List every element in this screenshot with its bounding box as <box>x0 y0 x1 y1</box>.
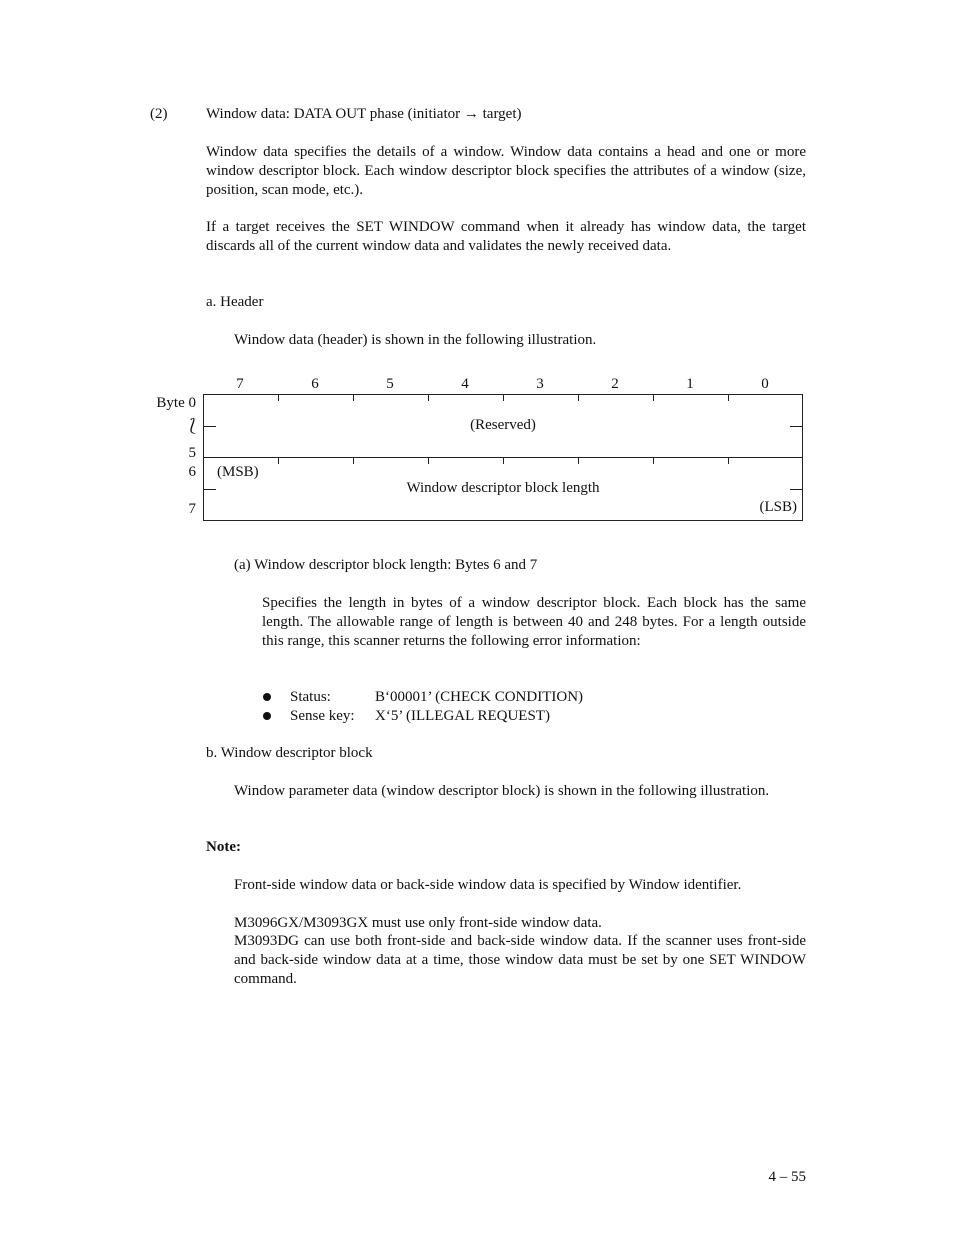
bullet-dot <box>263 693 271 701</box>
bit-label-5: 5 <box>386 376 394 392</box>
note-line-3: M3093DG can use both front-side and back-side window data. If the scanner uses front-side and back-side window data at a time, those window data must be set by one SET WINDOW command. <box>234 933 806 987</box>
bit-label-3: 3 <box>536 376 544 392</box>
byte-label-6: 6 <box>188 464 196 480</box>
byte-label-7: 7 <box>188 501 196 517</box>
block-length-description: Specifies the length in bytes of a window descriptor block. Each block has the same length. The allowable range of length is between 40 and 248 bytes. For a length outside this range, this scanner returns the following error information: <box>262 595 806 649</box>
header-subsection-title: a. Header <box>206 294 264 310</box>
note-heading: Note: <box>206 839 241 855</box>
bullet-sense-value: X‘5’ (ILLEGAL REQUEST) <box>375 708 550 724</box>
block-intro: Window parameter data (window descriptor block) is shown in the following illustration. <box>234 783 770 799</box>
page-number: 4 – 55 <box>768 1169 806 1185</box>
section-title: Window data: DATA OUT phase (initiator → target) <box>206 106 522 122</box>
bit-label-7: 7 <box>236 376 244 392</box>
note-line-1: Front-side window data or back-side window data is specified by Window identifier. <box>234 877 742 893</box>
paragraph-window-data: Window data specifies the details of a window. Window data contains a head and one or more window descriptor block. Each window descriptor block specifies the attributes of a window (size, position, scan mode, etc.). <box>206 144 806 198</box>
reserved-label: (Reserved) <box>470 417 536 433</box>
block-length-field <box>203 457 803 521</box>
msb-label: (MSB) <box>217 464 259 480</box>
block-length-subtitle: (a) Window descriptor block length: Bytes 6 and 7 <box>234 557 538 573</box>
block-subsection-title: b. Window descriptor block <box>206 745 373 761</box>
bit-label-2: 2 <box>611 376 619 392</box>
bit-label-0: 0 <box>761 376 769 392</box>
block-length-label: Window descriptor block length <box>406 480 600 496</box>
bit-label-6: 6 <box>311 376 319 392</box>
note-line-2: M3096GX/M3093GX must use only front-side window data. <box>234 915 602 931</box>
section-number: (2) <box>150 106 168 122</box>
header-intro: Window data (header) is shown in the following illustration. <box>234 332 597 348</box>
bullet-status-value: B‘00001’ (CHECK CONDITION) <box>375 689 584 705</box>
byte-label-5: 5 <box>188 445 196 461</box>
paragraph-set-window: If a target receives the SET WINDOW command when it already has window data, the target discards all of the current window data and validates the newly received data. <box>206 219 806 254</box>
byte-break-mark: ⟅ <box>189 416 196 435</box>
bullet-dot <box>263 712 271 720</box>
bullet-sense-key: Sense key: <box>290 708 355 724</box>
lsb-label: (LSB) <box>759 499 797 515</box>
bullet-status-key: Status: <box>290 689 331 705</box>
reserved-field <box>203 394 803 458</box>
bit-label-4: 4 <box>461 376 469 392</box>
bit-label-1: 1 <box>686 376 694 392</box>
byte-label-0: Byte 0 <box>156 395 196 411</box>
